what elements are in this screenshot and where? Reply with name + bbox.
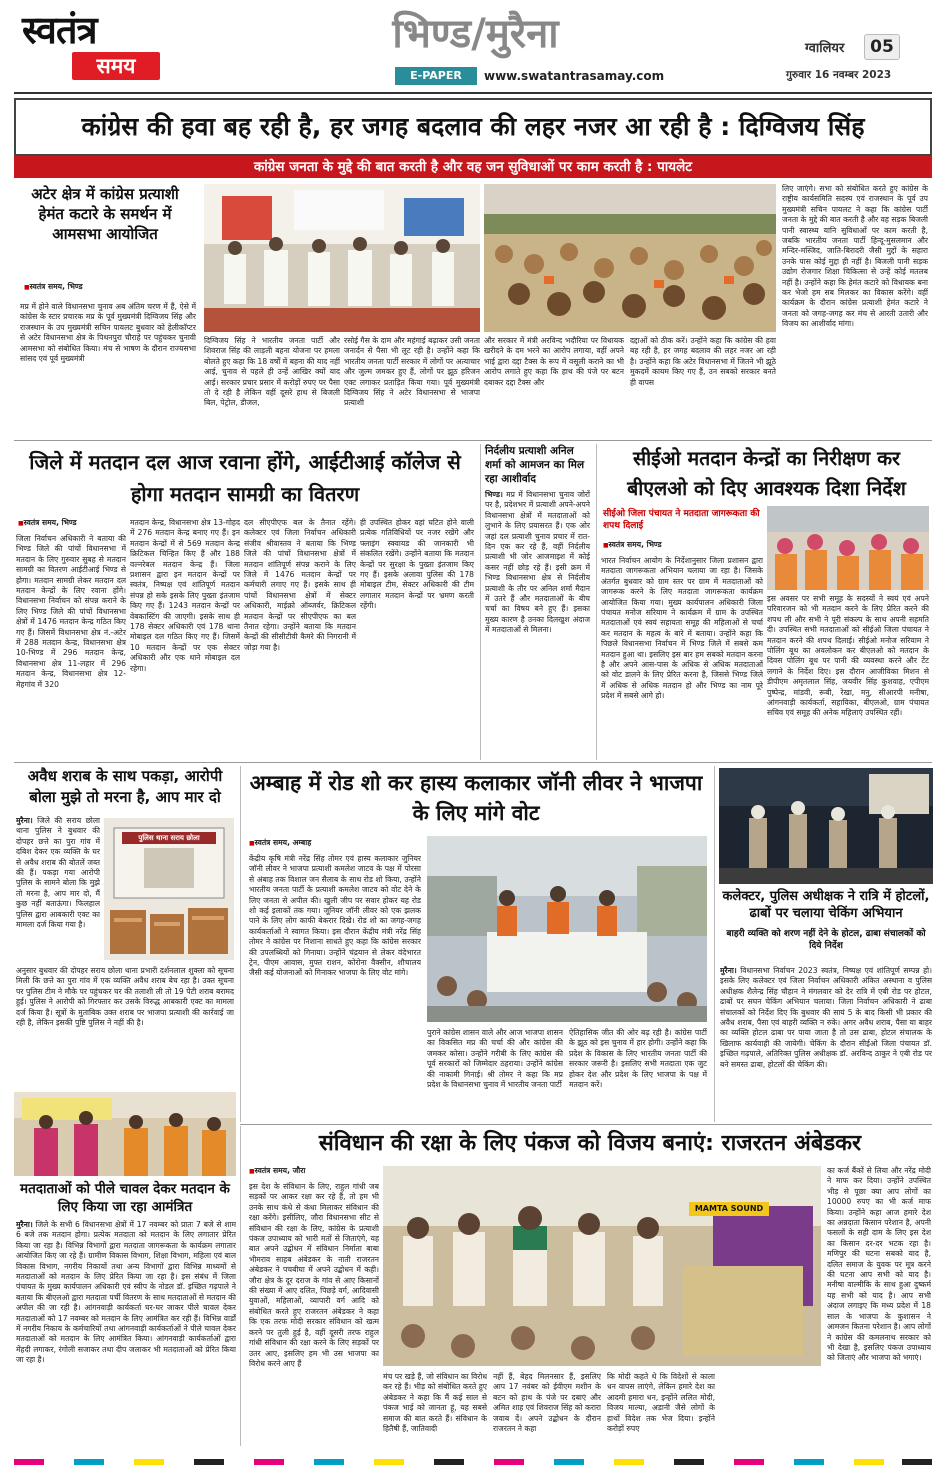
nirdaliya-story bbox=[480, 444, 592, 760]
lead-headline-box bbox=[14, 98, 932, 156]
samvidhan-headline: संविधान की रक्षा के लिए पंकज को विजय बनाएं: राजरतन अंबेडकर bbox=[318, 1131, 862, 1156]
collector-subhead: बाहरी व्यक्ति को शरण नहीं देने के होटल, ढाबा संचालकों को दिये निर्देश bbox=[726, 929, 926, 951]
liquor-col-1 bbox=[16, 816, 100, 962]
liquor-photo-label: पुलिस थाना सराय छोला bbox=[138, 834, 200, 842]
issue-date: गुरुवार 16 नवम्बर 2023 bbox=[786, 69, 892, 81]
lead-col-4: और सरकार में मंत्री अरविन्द भदौरिया पर विधायक खरीदने के दम भरने का आरोप लगाया, वहीं अपने भाई द्वारा दद्दा टैक्स के रूप में वसूली कराने का भी आरोप लगाते हुए कहा कि हाथ की पंजे पर बटन दबाकर दद्दा टैक्स और bbox=[484, 336, 624, 387]
lead-photo-stage bbox=[204, 184, 480, 332]
samvidhan-col-2: मंच पर खड़े हैं, जो संविधान का विरोध कर रहे हैं। भीड़ को संबोधित करते हुए अंबेडकर ने कहा कि मैं कई साल से पंकज भाई को जानता हूं, यह सबसे समाज की बात करते हैं। संविधान के हितैषी हैं, जातिवादी bbox=[383, 1372, 487, 1434]
samvidhan-byline: ■ स्वतंत्र समय, जौरा bbox=[249, 1166, 305, 1176]
voting-col-1: जिला निर्वाचन अधिकारी ने बताया की भिण्ड जिले की पांचों विधानसभा में मतदान के लिए गुरुवार सुबह से मतदान सामग्री का वितरण आईटीआई भिण्ड से होगा। मतदान सामग्री लेकर मतदान दल मतदान केन्द्रों के लिए रवाना होंगे। विधानसभा निर्वाचन को संपन्न कराने के लिए भिण्ड जिले की पांचों विधानसभा क्षेत्रों में 1476 मतदान केन्द्र गठित किए गए हैं। जिसमें विधानसभा क्षेत्र नं.-अटेर में 288 मतदान केन्द्र, विधानसभा क्षेत्र 10-भिण्ड में 296 मतदान केन्द्र, विधानसभा क्षेत्र 11-लहार में 296 मतदान केन्द्र, विधानसभा क्षेत्र 12-मेहगांव में 320 bbox=[16, 534, 126, 689]
masthead-rule bbox=[14, 92, 932, 94]
section-divider-2 bbox=[14, 762, 932, 763]
masthead bbox=[0, 0, 945, 96]
liquor-text-1: जिले की सराय छोला थाना पुलिस ने बुधवार की दोपहर छत्ते का पुरा गांव में दबिश देकर एक व्यक्ति के घर से अवैध शराब की बोतलें जब्त की हैं। पकड़ा गया आरोपी पुलिस के सामने बोला कि मुझे तो मरना है, आप मार दो, मैं कुछ नहीं बताऊंगा। फिलहाल पुलिस द्वारा आबकारी एक्ट का मामला दर्ज किया गया है। bbox=[16, 816, 100, 930]
newspaper-logo bbox=[22, 8, 162, 86]
lead-headline: कांग्रेस की हवा बह रही है, हर जगह बदलाव की लहर नजर आ रही है : दिग्विजय सिंह bbox=[81, 112, 865, 141]
johnny-col-2: पुराने कांग्रेस शासन वाले और आज भाजपा शासन का विकसित मप्र की चर्चा की और कांग्रेस की जमकर कोसा। उन्होंने गरीबी के लिए कांग्रेस की पूर्व सरकारों को जिम्मेदार ठहराया। उन्होंने कांग्रेस की नाकामी गिनाई। श्री तोमर ने कहा कि मप्र प्रदेश के विधानसभा चुनाव में भारतीय जनता पार्टी bbox=[427, 1028, 563, 1090]
johnny-photo bbox=[427, 836, 707, 1022]
collector-byline: मुरैना। bbox=[720, 966, 737, 975]
lead-byline: ■ स्वतंत्र समय, भिण्ड bbox=[24, 282, 83, 292]
epaper-badge: E-PAPER bbox=[395, 67, 477, 85]
liquor-byline: मुरैना। bbox=[16, 816, 33, 825]
liquor-photo bbox=[104, 818, 234, 960]
collector-photo bbox=[719, 768, 933, 884]
collector-body: विधानसभा निर्वाचन 2023 स्वतंत्र, निष्पक्ष एवं शांतिपूर्ण सम्पन्न हो। इसके लिए कलेक्टर एवं जिला निर्वाचन अधिकारी अंकित अस्थाना व पुलिस अधीक्षक शैलेन्द्र सिंह चौहान ने मंगलवार को देर रात्रि में एबी रोड पर होटल, ढाबों पर सघन चेकिंग अभियान चलाया। जिला निर्वाचन अधिकारी ने ढाबा संचालकों को निर्देश दिए कि बुधवार की सायं 5 के बाद किसी भी प्रकार की अवैध शराब, पैसा एवं बाहरी व्यक्ति न रुके। अगर अवैध शराब, पैसा या बाहर का व्यक्ति होटल ढाबा पर पाया जाता है तो उस ढाबा, होटल संचालक के खिलाफ कार्यवाही की जायेगी। चेकिंग के दौरान सीईओ जिला पंचायत डॉ. इच्छित गढ़पाले, अतिरिक्त पुलिस अधीक्षक डॉ. अरविन्द ठाकुर ने एबी रोड पर बने समस्त ढाबा, होटलों की चेकिंग की। bbox=[720, 966, 932, 1069]
ceo-col-2: इस अवसर पर सभी समूह के सदस्यों ने स्वयं एवं अपने परिवारजन को भी मतदान करने के लिए प्रेरित करने की शपथ ली और सभी ने पूरी संकल्प के साथ अपनी सहमति दी। उपस्थित सभी मतदाताओं को सीईओ जिला पंचायत ने मतदान करने की शपथ दिलाई। सीईओ मनोज सरियाम ने पोलिंग बूथ का अवलोकन कर बीएलओ को मतदान के दिवस पोलिंग बूथ पर पानी की व्यवस्था करने और टेंट लगाने के निर्देश दिए। इस दौरान आजीविका मिशन से डीपीएम अमृतलाल सिंह, जयवीर सिंह कुशवाह, एपीएम पुष्पेन्द्र, मांडवी, रूबी, रेखा, मनु, सीआरपी मनीषा, आंगनवाड़ी कार्यकर्ता, सहायिका, बीएलओ, ग्राम पंचायत सचिव एवं समूह की अनेक महिलाएं उपस्थित रहीं। bbox=[767, 594, 929, 718]
lead-side-headline: अटेर क्षेत्र में कांग्रेस प्रत्याशी हेमंत कटारे के समर्थन में आमसभा आयोजित bbox=[31, 185, 179, 243]
voting-headline: जिले में मतदान दल आज रवाना होंगे, आईटीआई कॉलेज से होगा मतदान सामग्री का वितरण bbox=[29, 450, 461, 506]
collector-headline: कलेक्टर, पुलिस अधीक्षक ने रात्रि में होटलों, ढाबों पर चलाया चेकिंग अभियान bbox=[722, 889, 930, 921]
ceo-headline: सीईओ मतदान केन्द्रों का निरीक्षण कर बीएलओ को दिए आवश्यक दिशा निर्देश bbox=[627, 447, 906, 500]
ceo-col-1: भारत निर्वाचन आयोग के निर्देशानुसार जिला प्रशासन द्वारा मतदाता जागरूकता अभियान चलाया जा रहा है। जिसके अंतर्गत बुधवार को ग्राम स्तर पर ग्राम में मतदाताओं को जागरूक करने के लिए मतदाता जागरूकता कार्यक्रम आयोजित किया गया। मुख्य कार्यपालन अधिकारी जिला पंचायत मनोज सरियाम ने कार्यक्रम में ग्राम के उपस्थित मतदाताओं एवं स्वयं सहायता समूह की महिलाओं से चर्चा कर मतदान के महत्व के बारे में बताया। उन्होंने कहा कि पिछले विधानसभा निर्वाचन में भिण्ड जिले में सबसे कम मतदान हुआ था। इसलिए इस बार हम सबको मतदान करना है और अपने आस-पास के अधिक से अधिक मतदाताओं को वोट डालने के लिए प्रेरित करना है, जिससे भिण्ड जिले में अधिक से अधिक मतदान हो और भिण्ड का नाम पूरे प्रदेश में सबसे आगे हो। bbox=[601, 556, 763, 701]
edition-title: भिण्ड/मुरैना bbox=[392, 11, 559, 57]
city-label: ग्वालियर bbox=[805, 41, 845, 56]
liquor-headline: अवैध शराब के साथ पकड़ा, आरोपी बोला मुझे तो मरना है, आप मार दो bbox=[27, 767, 223, 806]
rice-photo bbox=[14, 1092, 236, 1176]
footer-color-bar bbox=[14, 1450, 932, 1456]
voting-story bbox=[14, 444, 476, 760]
lead-subhead: कांग्रेस जनता के मुद्दे की बात करती है और वह जन सुविधाओं पर काम करती है : पायलेट bbox=[253, 159, 693, 175]
collector-text bbox=[720, 966, 932, 1128]
lead-story bbox=[14, 98, 932, 438]
johnny-story bbox=[240, 766, 710, 1122]
liquor-story bbox=[14, 766, 236, 1088]
nirdaliya-col-1 bbox=[483, 490, 592, 740]
logo-bottom-text: समय bbox=[96, 54, 136, 78]
voting-col-2: मतदान केन्द्र, विधानसभा क्षेत्र 13-गोहद में 276 मतदान केन्द्र बनाए गए हैं। इन मतदान केन्द्रों में से 569 मतदान केन्द्र क्रिटिकल चिन्हित किए हैं और 188 वल्नरेबल मतदान केन्द्र हैं। जिला प्रशासन द्वारा इन मतदान केन्द्रों पर स्वतंत्र, निष्पक्ष एवं शांतिपूर्ण मतदान संपन्न हो सके इसके लिए पुख्ता इंतजाम किए गए हैं। 1243 मतदान केन्द्रों पर वेबकास्टिंग की जाएगी। इसके साथ ही 178 सेक्टर अधिकारी एवं 178 थाना मोबाइल दल गठित किए गए हैं। जिसमें 10 मतदान केन्द्रों पर एक सेक्टर अधिकारी और एक थाने मोबाइल दल रहेगा। bbox=[130, 518, 240, 673]
logo-top-text: स्वतंत्र bbox=[22, 7, 97, 52]
liquor-col-2: अनुसार बुधवार की दोपहर सराय छोला थाना प्रभारी दर्शनलाल शुक्ला को सूचना मिली कि छत्ते का पुरा गांव में एक व्यक्ति अवैध शराब बेच रहा है। उक्त सूचना पर पुलिस टीम ने मौके पर पहुंचकर घर की तलाशी ली तो 19 पेटी शराब बरामद हुई। पुलिस ने आरोपी को गिरफ्तार कर उसके विरुद्ध आबकारी एक्ट का मामला दर्ज किया है। सूत्रों के मुताबिक उक्त शराब पर भाजपा प्रत्याशी की कार्रवाई जा रही है, लेकिन इसकी पुष्टि पुलिस ने नहीं की है। bbox=[16, 966, 234, 1028]
logo-bottom-badge bbox=[72, 52, 160, 80]
johnny-col-3: ऐतिहासिक जीत की ओर बढ़ रही है। कांग्रेस पार्टी के झूठ को इस चुनाव में हार होगी। उन्होंने कहा कि प्रदेश के विकास के लिए भारतीय जनता पार्टी की सरकार जरूरी है। इसलिए सभी मतदाता एक जुट होकर देश और प्रदेश के लिए भाजपा के पक्ष में मतदान करें। bbox=[569, 1028, 707, 1090]
samvidhan-col-1: इस देश के संविधान के लिए, राहुल गांधी जब सड़कों पर आकर रक्षा कर रहे हैं, तो हम भी उनके साथ कंधे से कंधा मिलाकर संविधान की रक्षा करेंगे। इसीलिए, जौरा विधानसभा सीट से संविधान की रक्षा के लिए, कांग्रेस के प्रत्याशी पंकज उपाध्याय को भारी मतों से जिताएंगे, यह बात अपने उद्बोधन में संविधान निर्माता बाबा भीमराव साहब अंबेडकर के नाती राजरतन अंबेडकर ने पचबीघा में अपने उद्बोधन में कही। जौरा क्षेत्र के दूर दराज के गांव से आए किसानों की संख्या में आए दलित, पिछड़े वर्ग, आदिवासी युवाओं, महिलाओं, व्यापारी वर्ग आदि को संबोधित करते हुए राजरतन अंबेडकर ने कहा कि एक तरफ मोदी सरकार संविधान को खत्म करने पर तुली हुई है, वहीं दूसरी तरफ राहुल गांधी संविधान की रक्षा करने के लिए सड़कों पर उतर आए, इसलिए हम भी उस भाजपा का विरोध करने आए हैं bbox=[249, 1182, 379, 1368]
johnny-headline: अम्बाह में रोड शो कर हास्य कलाकार जॉनी लीवर ने भाजपा के लिए मांगे वोट bbox=[249, 771, 703, 825]
rice-text bbox=[16, 1220, 236, 1442]
nirdaliya-text: मप्र में विधानसभा चुनाव जोरों पर है, प्रदेशभर में प्रत्याशी अपने-अपने विधानसभा क्षेत्रों में मतदाताओं को लुभाने के लिए प्रयासरत हैं। एक ओर जहां दल प्रत्याशी चुनाव प्रचार में रात-दिन एक कर रहे हैं, वहीं निर्दलीय प्रत्याशी भी जोर आजमाइश में कोई कसर नहीं छोड़ रहे हैं। इसी क्रम में भिण्ड विधानसभा क्षेत्र से निर्दलीय प्रत्याशी के तौर पर अनिल शर्मा मैदान में उतरे हैं और मतदाताओं के बीच चर्चा का विषय बने हुए हैं। इसका मुख्य कारण है उनका दिलखुश अंदाज में मतदाताओं से मिलना। bbox=[485, 490, 591, 635]
voting-col-4: ही उपस्थित होकर वहां घटित होने वाली प्रत्येक गतिविधियों पर नजर रखेंगे और फ्लाइंग स्क्वायड की जानकारी भी संकलित रखेंगे। उन्होंने बताया कि मतदान केन्द्रों पर सुरक्षा के पुख्ता इंतजाम किए गए हैं। इसके अलावा पुलिस की 178 मोबाइल टीम, सेक्टर अधिकारी की टीम लगातार मतदान केन्द्रों पर भ्रमण करती रहेंगी। bbox=[360, 518, 474, 611]
samvidhan-story bbox=[240, 1126, 932, 1446]
samvidhan-col-3: नहीं हैं, बेहद मिलनसार हैं, इसलिए आप 17 नवंबर को ईवीएम मशीन के बटन को हाथ के पंजे पर दबाएं और अमित शाह एवं शिवराज सिंह को करारा जवाब दें। अपने उद्बोधन के दौरान राजरतन ने कहा bbox=[493, 1372, 601, 1434]
rice-byline: मुरैना। bbox=[16, 1220, 33, 1229]
samvidhan-col-5: का कर्ज बैंकों से लिया और नरेंद्र मोदी ने माफ कर दिया। उन्होंने उपस्थित भीड़ से पूछा क्या आप लोगों का 10000 रुपए का भी कर्ज माफ किया। उन्होंने कहा आज हमारे देश का अन्नदाता किसान परेशान है, अपनी फसलों के सही दाम के लिए इस देश का किसान दर-दर भटक रहा है। मणिपुर की घटना सबको याद है, दलित समाज के युवक पर मूत्र करने की घटना आप सभी को याद है। मनीषा वाल्मीकि के साथ हुआ दुष्कर्म यह सभी को याद है। आप सभी अंदाज लगाइए कि मध्य प्रदेश में 18 साल के भाजपा के कुशासन ने आमजन कितना परेशान है। आप लोगों ने कांग्रेस की कमलनाथ सरकार को भी देखा है, इसलिए पंकज उपाध्याय को जिताएं और भाजपा को भगाएं। bbox=[827, 1166, 931, 1363]
nirdaliya-byline: भिण्ड। bbox=[485, 490, 503, 499]
ceo-photo bbox=[767, 506, 929, 590]
rice-headline: मतदाताओं को पीले चावल देकर मतदान के लिए किया जा रहा आमंत्रित bbox=[20, 1181, 230, 1215]
nirdaliya-headline: निर्दलीय प्रत्याशी अनिल शर्मा को आमजन का मिल रहा आशीर्वाद bbox=[485, 445, 585, 485]
lead-col-1: मप्र में होने वाले विधानसभा चुनाव अब अंतिम चरण में हैं, ऐसे में कांग्रेस के स्टार प्रचारक मप्र के पूर्व मुख्यमंत्री दिग्विजय सिंह और राजस्थान के उप मुख्यमंत्री सचिन पायलट बुधवार को हेलीकॉप्टर से अटेर विधानसभा क्षेत्र के पिथनपुरा चौराहे पर पहुंचकर चुनावी आमसभा को संबोधित किया। मंच से भाषण के दौरान राज्यसभा सांसद एवं पूर्व मुख्यमंत्री bbox=[20, 302, 196, 364]
lead-subhead-bar bbox=[14, 156, 932, 178]
lead-photo-crowd bbox=[484, 184, 776, 332]
ceo-story bbox=[596, 444, 932, 760]
voting-byline: ■ स्वतंत्र समय, भिण्ड bbox=[18, 518, 77, 528]
website-url[interactable]: www.swatantrasamay.com bbox=[484, 69, 665, 83]
johnny-byline: ■ स्वतंत्र समय, अम्बाह bbox=[249, 838, 311, 848]
lead-col-3: रसोई गैस के दाम और महंगाई बढ़ाकर उसी जनता जनार्दन से पैसा भी लूट रही है। उन्होंने कहा कि भारतीय जनता पार्टी सरकार में लोगों पर अत्याचार और जुल्म जमकर हुए हैं, लोगों पर झूठ हरिजन एक्ट लगाकर प्रताड़ित किया गया। पूर्व मुख्यमंत्री दिग्विजय सिंह ने अटेर विधानसभा से भाजपा प्रत्याशी bbox=[344, 336, 480, 408]
lead-col-5: दद्दाओं को ठीक करें। उन्होंने कहा कि कांग्रेस की हवा बह रही है, हर जगह बदलाव की लहर नजर आ रही है। उन्होंने कहा कि अटेर विधानसभा में जितने भी झूठे मुकदमें कायम किए गए हैं, उन सबको सरकार बनते ही वापस bbox=[630, 336, 776, 387]
section-divider-3 bbox=[240, 1124, 932, 1125]
lead-col-6: लिए जाएंगे। सभा को संबोधित करते हुए कांग्रेस के राष्ट्रीय कार्यसमिति सदस्य एवं राजस्थान के पूर्व उप मुख्यमंत्री सचिन पायलट ने कहा कि कांग्रेस पार्टी जनता के मुद्दे की बात करती है और वह सड़क बिजली पानी स्वास्थ्य यानि सुविधाओं पर काम करती है, जबकि भारतीय जनता पार्टी हिन्दू-मुसलमान और मन्दिर-मस्जिद, जाति-बिरादरी जैसी मुद्दों के सहारा उनके पास कोई मुद्दा ही नहीं है। बिजली पानी सड़क उद्योग रोजगार शिक्षा चिकित्सा से उन्हें कोई मतलब नहीं है। उन्होंने कहा कि हेमंत कटारे को विधायक बना कर भेजो हम सब मिलकर का विकास करेंगे। वहीं कार्यक्रम के दौरान कांग्रेस प्रत्याशी हेमंत कटारे ने जनता को जगह-जगह कर मंच से आरती उतारी और विजय का आशीर्वाद मांगा। bbox=[782, 184, 928, 329]
samvidhan-col-4: कि मोदी कहते थे कि विदेशों से काला धन वापस लाएंगे, लेकिन हमारे देश का आदमी हमारा धन, इन्होंने ललित मोदी, विजय माल्या, अडानी जैसे लोगों के हाथों विदेश तक भेज दिया। इन्होंने करोड़ों रुपए bbox=[607, 1372, 715, 1434]
samvidhan-photo bbox=[383, 1166, 821, 1366]
page-number: 05 bbox=[864, 34, 900, 60]
section-divider-1 bbox=[14, 440, 932, 441]
mamta-sound-banner: MAMTA SOUND bbox=[689, 1202, 769, 1216]
johnny-col-1: केंद्रीय कृषि मंत्री नरेंद्र सिंह तोमर एवं हास्य कलाकार जुनियर जॉनी लीवर ने भाजपा प्रत्याशी कमलेश जाटव के पक्ष में पोरसा से अंबाह तक विशाल जन सैलाब के साथ रोड शो किया, उन्होंने भारतीय जनता पार्टी के प्रत्याशी कमलेश जाटव को वोट देने के लिए जनता से अपील की। खुली जीप पर सवार होकर यह रोड शो कई इलाकों तक गया। जूनियर जॉनी लीवर को एक झलक पाने के लिए लोग काफी बेकरार दिखे। रोड शो का जगह-जगह कार्यकर्ताओं ने स्वागत किया। इस दौरान केंद्रीय मंत्री नरेंद्र सिंह तोमर ने कांग्रेस पर निशाना साधते हुए कहा कि कांग्रेस सरकार की उपलब्धियों को गिनाया। उन्होंने चंद्रयान से लेकर वंदेभारत ट्रेन, पीएम आवास, मुफ्त राशन, कोरोना वैक्सीन, शौचालय जैसी कई योजनाओं को गिनाकर भाजपा के लिए वोट मांगे। bbox=[249, 854, 421, 978]
voting-col-3: दल सीएपीएफ बल के तैनात रहेंगे। कलेक्टर एवं जिला निर्वाचन अधिकारी संजीव श्रीवास्तव ने बताया कि भिण्ड जिले की पांचों विधानसभा क्षेत्रों में मतदान शांतिपूर्ण संपन्न कराने के लिए जिले में 1476 मतदान केन्द्रों पर कर्मचारी लगाए गए हैं। इसके साथ ही पांचों विधानसभा क्षेत्रों में सेक्टर अधिकारी, माईक्रो ऑब्जर्वर, क्रिटिकल मतदान केन्द्रों पर सीएपीएफ का बल तैनात रहेगा। उन्होंने बताया कि मतदान केन्द्रों की सीसीटीवी कैमरे की निगरानी में जोड़ा गया है। bbox=[244, 518, 356, 652]
ceo-subhead: सीईओ जिला पंचायत ने मतदाता जागरूकता की शपथ दिलाई bbox=[603, 509, 760, 531]
rice-body: जिले के सभी 6 विधानसभा क्षेत्रों में 17 नवम्बर को प्रातः 7 बजे से शाम 6 बजे तक मतदान होगा। प्रत्येक मतदाता को मतदान के लिए लगातार प्रेरित किया जा रहा है। विभिन्न विभागों द्वारा मतदाता जागरूकता के कार्यक्रम लगातार आयोजित किए जा रहे हैं। ग्रामीण विकास विभाग, शिक्षा विभाग, महिला एवं बाल विकास विभाग, नगरीय निकायों तथा अन्य विभागों द्वारा विभिन्न माध्यमों से मतदाताओं को मतदान के लिए प्रेरित किया जा रहा है। इस संबंध में जिला पंचायत के मुख्य कार्यपालन अधिकारी एवं स्वीप के नोडल डॉ. इच्छित गढ़पाले ने बताया कि बीएलओ द्वारा मतदाता पर्ची वितरण के साथ मतदाताओं से मतदान की अपील की जा रही है। आंगनवाड़ी कार्यकर्ता घर-घर जाकर पीले चावल देकर मतदाताओं को 17 नवम्बर को मतदान के लिए आमंत्रित कर रही हैं। विभिन्न वार्डों में नगरीय निकाय के कर्मचारियों तथा आंगनवाड़ी कार्यकर्ताओं ने पीले चावल देकर मतदाताओं को मतदान के लिए आमंत्रित किया। आंगनवाड़ी कार्यकर्ताओं द्वारा मेंहदी लगाकर, रंगोली सजाकर तथा दीप जलाकर भी मतदाताओं को प्रेरित किया जा रहा है। bbox=[16, 1220, 236, 1365]
lead-col-2: दिग्विजय सिंह ने भारतीय जनता पार्टी और शिवराज सिंह की लाड़ली बहना योजना पर हमला बोलते हुए कहा कि 18 वर्षों में बहना की याद नहीं आई, चुनाव से पहले ही उन्हें आखिर क्यों याद आई। सरकार प्रचार प्रसार में करोड़ों रुपए पर पैसा तो दे रही है लेकिन वहीं दूसरे हाथ से बिजली बिल, पेट्रोल, डीजल, bbox=[204, 336, 340, 408]
ceo-byline: ■ स्वतंत्र समय, भिण्ड bbox=[603, 540, 662, 550]
